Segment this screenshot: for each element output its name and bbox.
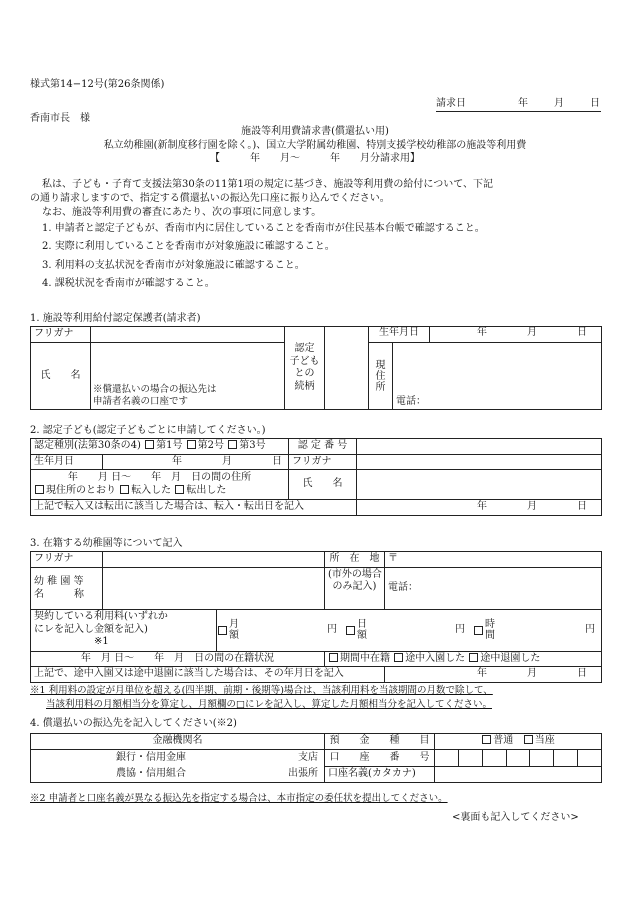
s3-phone-label: 電話： [388,581,418,593]
s4-holder-label: 口座名義(カタカナ) [325,767,435,783]
s3-location-label: 所 在 地 [325,552,385,568]
addressee: 香南市長 様 [30,113,90,124]
s3-fee-options[interactable] [217,609,602,651]
consent-4: 4. 課税状況を香南市が確認すること。 [42,278,215,289]
s4-bank-input[interactable]: 銀行・信用金庫 農協・信用組合 支店 出張所 [31,750,325,783]
s4-account-input[interactable] [435,750,602,767]
s4-deposit-label: 預 金 種 目 [325,734,435,750]
section4-table [30,733,602,783]
footer-note: <裏面も記入してください> [452,812,579,823]
s2-addr-opt2-checkbox[interactable] [120,485,129,494]
s1-furigana-label: フリガナ [31,327,91,343]
s3-postal[interactable]: 〒 [385,552,602,568]
s1-name-label: 氏 名 [31,343,91,410]
s1-relation-input[interactable] [325,327,369,410]
s1-furigana-input[interactable] [91,327,285,343]
title-line1: 施設等利用費請求書(償還払い用) [241,126,389,137]
s3-location-input[interactable] [385,567,602,609]
s3-enroll-opt1-checkbox[interactable] [329,653,338,662]
s1-note1: ※償還払いの場合の振込先は [93,384,217,396]
title-line2: 私立幼稚園(新制度移行園を除く。)、国立大学附属幼稚園、特別支援学校幼稚部の施設等利用費 [103,140,527,151]
s2-move-date[interactable]: 年 月 日 [357,500,602,516]
s3-location-note: (市外の場合 のみ記入) [325,567,385,609]
s3-furigana-input[interactable] [103,552,325,568]
s2-furigana-label: フリガナ [289,454,357,470]
s2-move-note: 上記で転入又は転出に該当した場合は、転入・転出日を記入 [31,500,357,516]
title-line3: 【 年 月〜 年 月分請求用】 [210,153,420,164]
s1-note2: 申請者名義の口座です [93,396,189,408]
s3-enroll-date[interactable]: 年 月 日 [385,667,602,683]
s3-enroll-note: 上記で、途中入園又は途中退園に該当した場合は、その年月日を記入 [31,667,385,683]
s4-bank-label: 金融機関名 [31,734,325,750]
s1-name-input[interactable] [91,343,285,410]
s3-enroll-opt2-checkbox[interactable] [394,653,403,662]
s2-addr-opt3-checkbox[interactable] [175,485,184,494]
s1-birth-row [369,327,602,343]
s2-birth-label: 生年月日 [31,454,103,470]
s1-birth-value[interactable]: 年 月 日 [477,327,587,338]
s4-checking-checkbox[interactable] [524,735,533,744]
intro-line3: なお、施設等利用費の審査にあたり、次の事項に同意します。 [42,207,322,218]
s3-enroll-options[interactable]: 期間中在籍 途中入園した 途中退園した [325,651,602,667]
s3-note1-line1: ※1 利用料の設定が月単位を超える(四半期、前期・後期等)場合は、当該利用料を当該期間の月数で除して、 [30,685,493,696]
s4-deposit-options[interactable]: 普通 当座 [435,734,602,750]
request-date-year: 年 [518,98,528,109]
s2-opt1-checkbox[interactable] [145,440,154,449]
s1-birth-label: 生年月日 [369,327,430,342]
section2-table [30,438,602,516]
s1-phone-label: 電話： [396,395,426,407]
s2-name-input[interactable] [357,470,602,500]
section3-heading: 3. 在籍する幼稚園等について記入 [30,538,183,549]
section1-heading: 1. 施設等利用給付認定保護者(請求者) [30,313,201,324]
consent-1: 1. 申請者と認定子どもが、香南市内に居住していることを香南市が住民基本台帳で確認すること。 [42,223,485,234]
s2-cert-type[interactable]: 認定種別(法第30条の4) 第1号 第2号 第3号 [31,439,289,455]
s2-cert-num-input[interactable] [357,439,602,455]
s1-address-label: 現 住 所 [369,343,393,410]
s3-hourly-checkbox[interactable] [474,626,483,635]
request-date-day: 日 [590,98,600,109]
consent-3: 3. 利用料の支払状況を香南市が対象施設に確認すること。 [42,260,305,271]
s3-monthly-option: 月 額 円 [217,619,345,641]
section4-heading: 4. 償還払いの振込先を記入してください(※2) [30,718,237,729]
s3-monthly-checkbox[interactable] [218,626,227,635]
section1-table [30,326,602,410]
s2-opt3-checkbox[interactable] [228,440,237,449]
s4-account-label: 口 座 番 号 [325,750,435,767]
consent-2: 2. 実際に利用していることを香南市が対象施設に確認すること。 [42,241,335,252]
s2-birth-value[interactable]: 年 月 日 [103,454,289,470]
s4-holder-input[interactable] [435,767,602,783]
request-date-underline [436,111,601,112]
s1-address-input[interactable] [393,343,602,410]
s3-daily-checkbox[interactable] [346,626,355,635]
section2-heading: 2. 認定子ども(認定子どもごとに申請してください。) [30,425,266,436]
s2-opt2-checkbox[interactable] [187,440,196,449]
s2-address-status[interactable]: 年 月 日〜 年 月 日の間の住所 現住所のとおり 転入した 転出した [31,470,289,500]
s2-name-label: 氏 名 [289,470,357,500]
s3-enroll-period: 年 月 日〜 年 月 日の間の在籍状況 [31,651,325,667]
s2-cert-num-label: 認 定 番 号 [289,439,357,455]
s4-note2: ※2 申請者と口座名義が異なる振込先を指定する場合は、本市指定の委任状を提出してください。 [30,793,448,804]
intro-line1: 私は、子ども・子育て支援法第30条の11第1項の規定に基づき、施設等利用費の給付について、下記 [42,179,494,190]
s3-note1-line2: 当該利用料の月額相当分を算定し、月額欄の□にレを記入し、算定した月額相当分を記入してください。 [46,699,492,710]
s3-school-input[interactable] [103,567,325,609]
s1-relation-label: 認定 子ども との 続柄 [285,327,325,410]
s4-ordinary-checkbox[interactable] [482,735,491,744]
s3-furigana-label: フリガナ [31,552,103,568]
s3-school-label: 幼 稚 園 等 名 称 [31,567,103,609]
s2-period: 年 月 日〜 年 月 日の間の住所 [67,472,252,483]
request-date-label: 請求日 [436,98,466,109]
intro-line2: の通り請求しますので、指定する償還払いの振込先口座に振り込んでください。 [30,193,390,204]
s2-furigana-input[interactable] [357,454,602,470]
s3-hourly-option: 時 間 円 [473,619,601,641]
s3-daily-option: 日 額 円 [345,619,473,641]
s3-fee-label: 契約している利用料(いずれか にレを記入し金額を記入) ※1 [31,609,217,651]
s2-addr-opt1-checkbox[interactable] [35,485,44,494]
section3-table [30,551,602,683]
form-number: 様式第14−12号(第26条関係) [30,79,165,90]
request-date-month: 月 [554,98,564,109]
s3-enroll-opt3-checkbox[interactable] [469,653,478,662]
